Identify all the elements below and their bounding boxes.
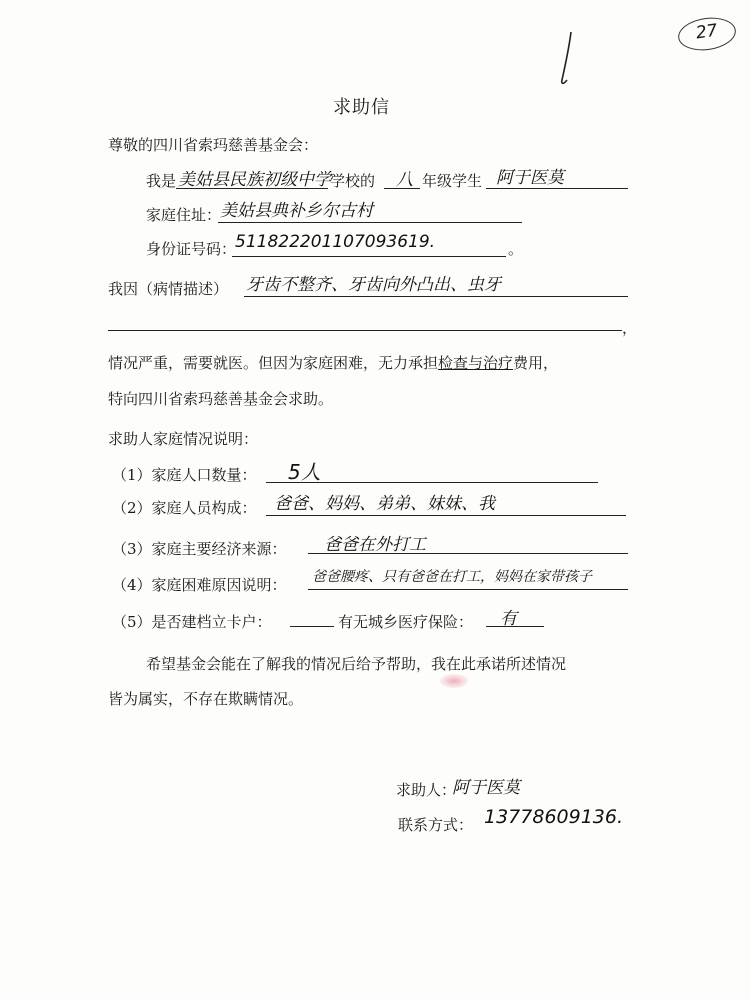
applicant-signature: 阿于医莫 (452, 778, 520, 798)
closing-line2: 皆为属实，不存在欺瞒情况。 (108, 690, 304, 708)
name-underline (486, 188, 628, 189)
item2-value: 爸爸、妈妈、弟弟、妹妹、我 (274, 494, 495, 514)
item3-label: （3）家庭主要经济来源： (112, 540, 287, 558)
illness-label: 我因（病情描述） (108, 280, 229, 298)
item4-label: （4）家庭困难原因说明： (112, 576, 287, 594)
item1-underline (266, 482, 598, 483)
line1-prefix: 我是 (146, 172, 177, 190)
illness-value: 牙齿不整齐、牙齿向外凸出、虫牙 (246, 275, 501, 295)
id-end: 。 (508, 240, 524, 258)
item2-label: （2）家庭人员构成： (112, 499, 257, 517)
item4-value: 爸爸腰疼、只有爸爸在打工，妈妈在家带孩子 (312, 569, 592, 585)
item1-label: （1）家庭人口数量： (112, 466, 257, 484)
grade-underline (384, 188, 420, 189)
applicant-label: 求助人： (396, 781, 457, 799)
page-number-circle (676, 14, 738, 54)
item1-value: 5人 (288, 460, 321, 484)
salutation: 尊敬的四川省索玛慈善基金会： (108, 136, 319, 154)
item4-underline (308, 589, 628, 590)
line1-suffix: 年级学生 (422, 172, 483, 190)
grade-value: 八 (396, 170, 413, 190)
id-label: 身份证号码： (146, 240, 237, 258)
illness-underline (244, 296, 628, 297)
insurance-underline (486, 626, 544, 627)
illness-comma: ， (622, 319, 638, 337)
item3-value: 爸爸在外打工 (324, 535, 426, 555)
page-number: 27 (694, 20, 719, 44)
letter-title: 求助信 (333, 97, 390, 118)
item5-blank-underline (290, 626, 334, 627)
item2-underline (266, 515, 626, 516)
family-heading: 求助人家庭情况说明： (108, 430, 259, 448)
address-label: 家庭住址： (146, 206, 222, 224)
para1-line2: 特向四川省索玛慈善基金会求助。 (108, 390, 334, 408)
pen-stroke-mark (553, 30, 583, 90)
school-name: 美姑县民族初级中学 (178, 170, 331, 190)
address-value: 美姑县典补乡尔古村 (220, 201, 373, 221)
para1-line1 (108, 352, 558, 373)
illness-underline-2 (108, 330, 622, 331)
item5-mid: 有无城乡医疗保险： (338, 613, 474, 631)
insurance-value: 有 (500, 609, 517, 629)
ink-smudge (440, 674, 468, 688)
school-underline (176, 188, 328, 189)
para1-a: 情况严重，需要就医。但因为家庭困难，无力承担 (108, 354, 439, 372)
item3-underline (308, 553, 628, 554)
contact-label: 联系方式： (398, 816, 474, 834)
id-underline (232, 256, 506, 257)
student-name: 阿于医莫 (496, 168, 564, 188)
line1-mid: 学校的 (330, 172, 376, 190)
closing-line1: 希望基金会能在了解我的情况后给予帮助，我在此承诺所述情况 (146, 655, 567, 673)
para1-b: 检查与治疗 (438, 354, 514, 372)
item5-label: （5）是否建档立卡户： (112, 613, 272, 631)
id-value: 511822201107093619. (235, 232, 436, 252)
address-underline (218, 222, 522, 223)
contact-value: 13778609136. (484, 806, 624, 828)
para1-c: 费用， (513, 354, 559, 372)
